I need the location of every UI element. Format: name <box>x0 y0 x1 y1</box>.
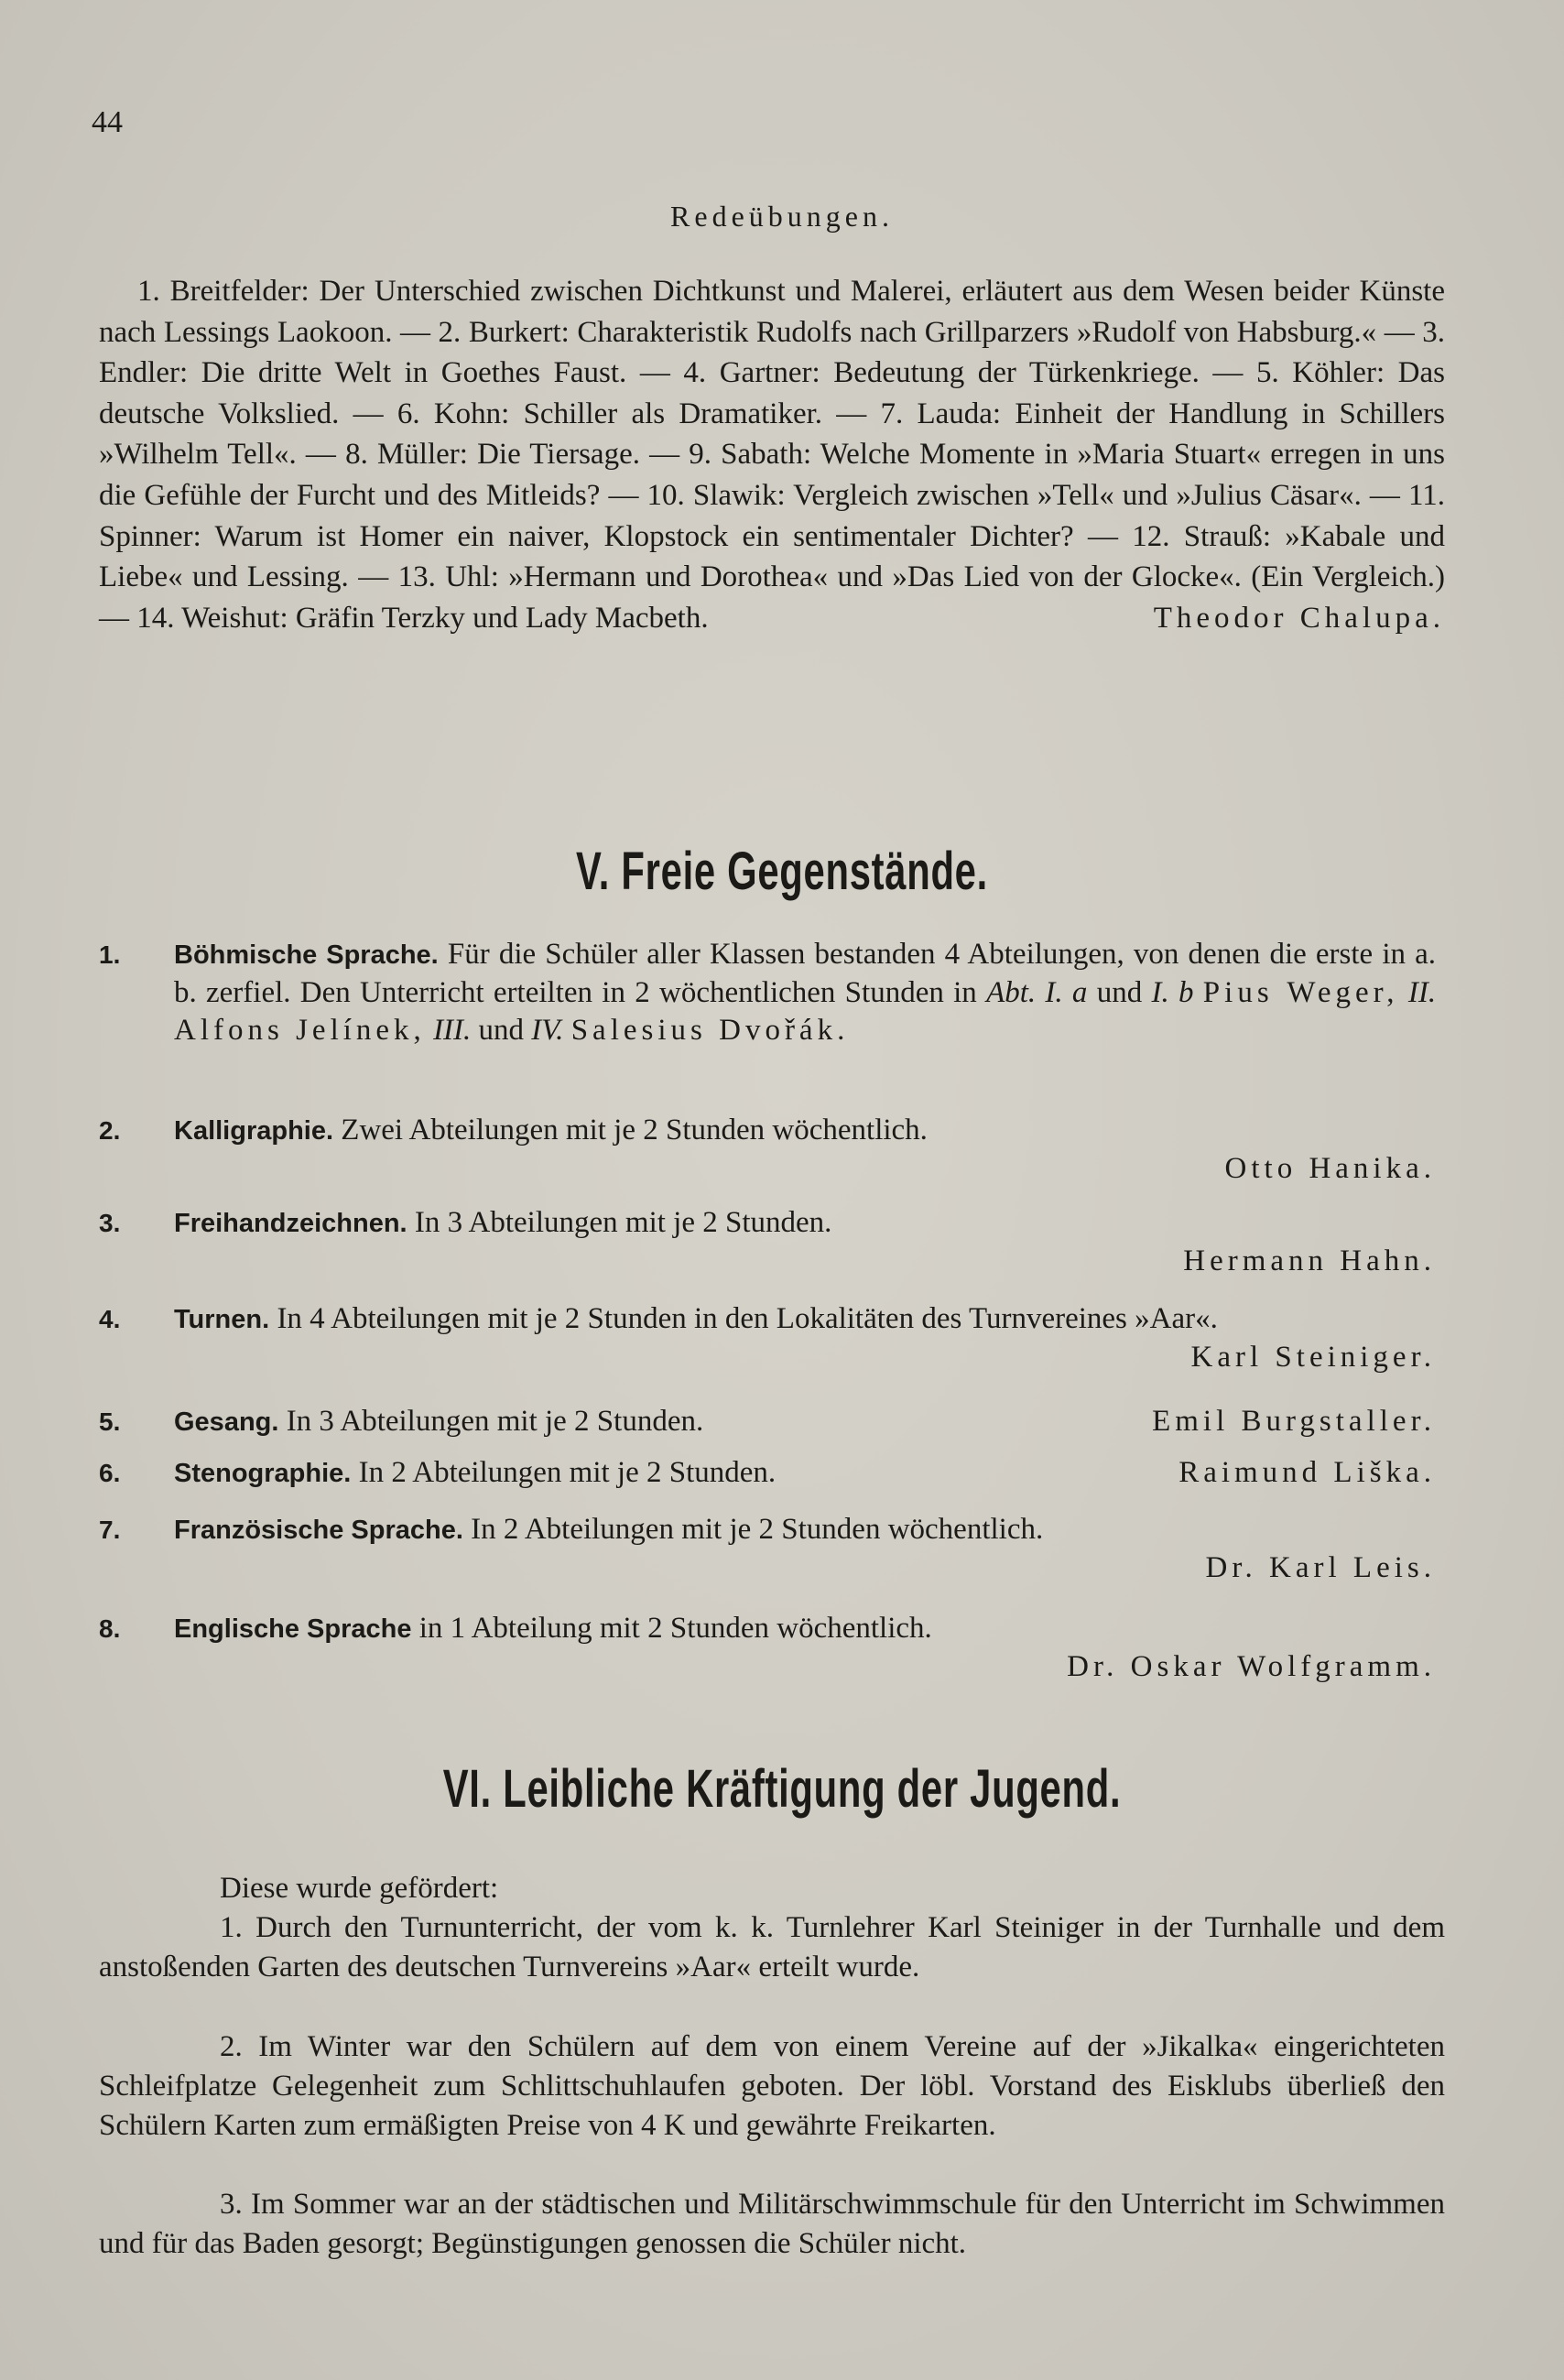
item-body <box>174 1403 1436 1441</box>
item-teacher: Salesius Dvořák. <box>570 1014 850 1047</box>
paragraph: 1. Durch den Turnunterricht, der vom k. k. Turnlehrer Karl Steiniger in der Turnhalle und dem anstoßenden Garten des deutschen Turnvereins »Aar« erteilt wurde. <box>99 1911 1445 1983</box>
item-number: 2. <box>99 1116 121 1145</box>
item-teacher: Raimund Liška. <box>1178 1456 1436 1489</box>
item-body <box>174 1454 1436 1493</box>
item-teacher: Karl Steiniger. <box>1190 1341 1436 1374</box>
running-head: Redeübungen. <box>670 200 894 233</box>
item-iv: IV. <box>531 1014 564 1047</box>
item-teacher: Hermann Hahn. <box>1183 1244 1436 1277</box>
item-title: Englische Sprache <box>174 1614 412 1644</box>
paragraph: 2. Im Winter war den Schülern auf dem von einem Vereine auf der »Jikalka« eingerichteten Schleifplatze Gelegenheit zum Schlittschuhlaufen geboten. Der löbl. Vorstand des Eisklubs überließ den Schülern Karten zum ermäßigten Preise von 4 K und gewährte Freikarten. <box>99 2030 1445 2142</box>
item-body <box>174 1511 1436 1587</box>
item-teacher: Alfons Jelínek, <box>174 1014 426 1047</box>
item-text: In 2 Abteilungen mit je 2 Stunden wöchentlich. <box>471 1513 1044 1546</box>
item-body <box>174 936 1436 1049</box>
item-ii: II. <box>1407 976 1437 1009</box>
item-title: Französische Sprache. <box>174 1516 463 1545</box>
item-teacher: Dr. Oskar Wolfgramm. <box>1067 1650 1436 1683</box>
item-teacher: Otto Hanika. <box>1224 1152 1436 1185</box>
item-number: 7. <box>99 1516 121 1544</box>
item-number: 8. <box>99 1614 121 1643</box>
item-title: Turnen. <box>174 1305 270 1334</box>
section-6-lead: Diese wurde gefördert: <box>220 1872 499 1905</box>
item-text: Für die Schüler aller Klassen bestanden 4 Abteilungen, von denen die erste in a. b. zerfiel. Den Unterricht erteilten in 2 wöchentlichen Stunden in <box>174 938 1437 1009</box>
item-teacher: Pius Weger, <box>1202 976 1399 1009</box>
item-body <box>174 1610 1436 1686</box>
item-teacher: Emil Burgstaller. <box>1152 1405 1436 1438</box>
item-title: Gesang. <box>174 1407 279 1437</box>
item-number: 6. <box>99 1459 121 1487</box>
item-text: In 3 Abteilungen mit je 2 Stunden. <box>414 1206 832 1239</box>
paragraph: 3. Im Sommer war an der städtischen und Militärschwimmschule für den Unterricht im Schwimmen und für das Baden gesorgt; Begünstigungen genossen die Schüler nicht. <box>99 2188 1445 2260</box>
item-und: und <box>478 1014 525 1047</box>
item-number: 3. <box>99 1209 121 1237</box>
item-title: Stenographie. <box>174 1459 352 1488</box>
section-5-heading: V. Freie Gegenstände. <box>576 842 988 901</box>
item-und: und <box>1096 976 1143 1009</box>
item-title: Freihandzeichnen. <box>174 1209 407 1238</box>
item-abt: Abt. I. a <box>986 976 1088 1009</box>
item-body <box>174 1112 1436 1188</box>
section-6-heading: VI. Leibliche Kräftigung der Jugend. <box>442 1759 1122 1819</box>
item-iii: III. <box>433 1014 472 1047</box>
page-number: 44 <box>92 105 123 139</box>
item-body <box>174 1204 1436 1280</box>
speeches-text: 1. Breitfelder: Der Unterschied zwischen Dichtkunst und Malerei, erläutert aus dem Wesen beider Künste nach Lessings Laokoon. — 2. Burkert: Charakteristik Rudolfs nach Grillparzers »Rudolf von Habsburg.« — 3. Endler: Die dritte Welt in Goethes Faust. — 4. Gartner: Bedeutung der Türkenkriege. — 5. Köhler: Das deutsche Volkslied. — 6. Kohn: Schiller als Dramatiker. — 7. Lauda: Einheit der Handlung in Schillers »Wilhelm Tell«. — 8. Müller: Die Tiersage. — 9. Sabath: Welche Momente in »Maria Stuart« erregen in uns die Gefühle der Furcht und des Mitleids? — 10. Slawik: Vergleich zwischen »Tell« und »Julius Cäsar«. — 11. Spinner: Warum ist Homer ein naiver, Klopstock ein sentimentaler Dichter? — 12. Strauß: »Kabale und Liebe« und Lessing. — 13. Uhl: »Hermann und Dorothea« und »Das Lied von der Glocke«. (Ein Vergleich.) — 14. Weishut: Gräfin Terzky und Lady Macbeth. <box>99 275 1445 635</box>
item-text: in 1 Abteilung mit 2 Stunden wöchentlich. <box>418 1612 932 1645</box>
item-text: In 4 Abteilungen mit je 2 Stunden in den Lokalitäten des Turnvereines »Aar«. <box>277 1302 1218 1335</box>
item-number: 4. <box>99 1305 121 1333</box>
item-number: 5. <box>99 1407 121 1436</box>
item-body <box>174 1300 1436 1376</box>
item-ib: I. b <box>1151 976 1194 1009</box>
item-text: Zwei Abteilungen mit je 2 Stunden wöchentlich. <box>341 1114 928 1147</box>
speeches-signature: Theodor Chalupa. <box>1153 601 1445 635</box>
item-title: Kalligraphie. <box>174 1116 334 1146</box>
speeches-paragraph <box>99 271 1445 638</box>
item-text: In 3 Abteilungen mit je 2 Stunden. <box>286 1405 704 1438</box>
item-title: Böhmische Sprache. <box>174 940 439 970</box>
item-text: In 2 Abteilungen mit je 2 Stunden. <box>358 1456 777 1489</box>
item-teacher: Dr. Karl Leis. <box>1205 1551 1436 1584</box>
item-number: 1. <box>99 940 121 969</box>
